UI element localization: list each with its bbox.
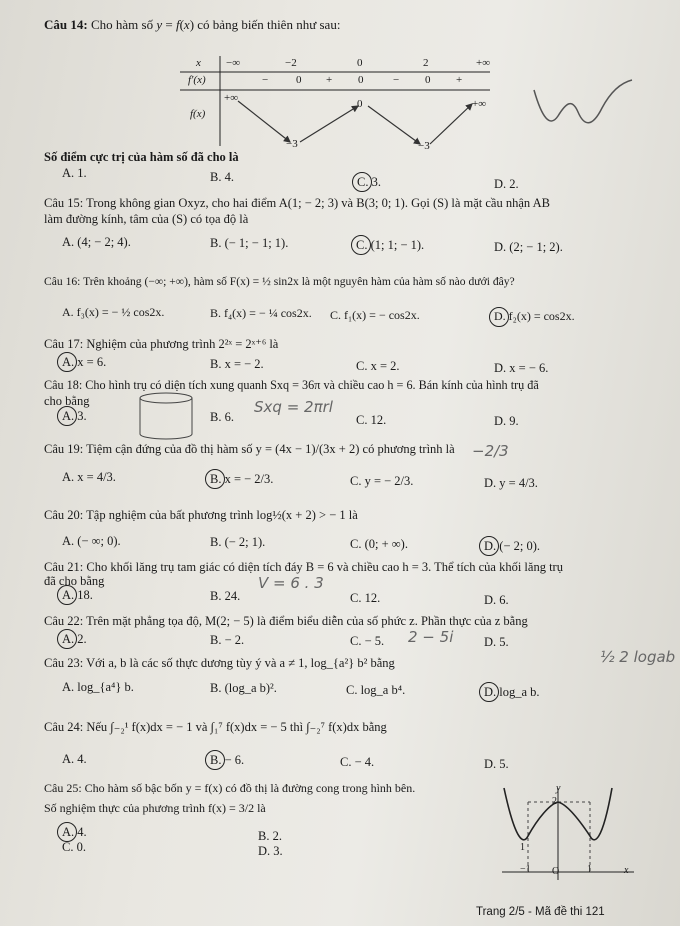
q21-opt-b: B. 24. (210, 589, 241, 603)
answer-circle-q22 (57, 629, 77, 649)
q14-prompt: Số điểm cực trị của hàm số đã cho là (44, 150, 239, 164)
answer-circle-q20 (479, 536, 499, 556)
q23-opt-d: D. log_a b. (484, 685, 540, 699)
vt-x3: 0 (357, 57, 363, 69)
q16-stem: Câu 16: Trên khoảng (−∞; +∞), hàm số F(x) = ½ sin2x là một nguyên hàm của hàm số nào dưới đây? (44, 275, 515, 288)
q19-opt-d: D. y = 4/3. (484, 476, 538, 490)
vt-f: f(x) (190, 108, 206, 120)
handwritten-w-sketch (532, 78, 642, 138)
q18-handwriting: Sxq = 2πrl (254, 398, 333, 416)
vt-fp1: − (262, 74, 269, 86)
vt-fp: f'(x) (188, 74, 206, 86)
q16-opt-a: A. f₃(x) = − ½ cos2x. (62, 305, 165, 319)
answer-circle-q18 (57, 406, 77, 426)
q25-stem: Câu 25: Cho hàm số bậc bốn y = f(x) có đồ thị là đường cong trong hình bên. (44, 781, 416, 795)
answer-circle-q19 (205, 469, 225, 489)
q18-opt-a: A. 3. (62, 409, 87, 423)
q21-opt-d: D. 6. (484, 593, 509, 607)
vt-f1: +∞ (224, 92, 239, 104)
q22-opt-a: A. 2. (62, 632, 87, 646)
q16-opt-b: B. f₄(x) = − ¼ cos2x. (210, 306, 312, 320)
q14-opt-d: D. 2. (494, 177, 519, 191)
q24-opt-a: A. 4. (62, 752, 87, 766)
q22-opt-d: D. 5. (484, 635, 509, 649)
q20-stem: Câu 20: Tập nghiệm của bất phương trình log½(x + 2) > − 1 là (44, 508, 358, 522)
q15-opt-a: A. (4; − 2; 4). (62, 235, 131, 249)
q19-handwriting: −2/3 (472, 442, 509, 460)
q22-handwriting: 2 − 5i (408, 628, 454, 646)
q24-stem: Câu 24: Nếu ∫₋₂¹ f(x)dx = − 1 và ∫₁⁷ f(x)dx = − 5 thì ∫₋₂⁷ f(x)dx bằng (44, 720, 387, 734)
q15-opt-c: C. (1; 1; − 1). (356, 238, 425, 252)
answer-circle-q17 (57, 352, 77, 372)
q25-opt-c: C. 0. (62, 840, 86, 854)
q25-opt-b: B. 2. (258, 829, 282, 843)
q21-opt-c: C. 12. (350, 591, 381, 605)
q21-opt-a: A. 18. (62, 588, 93, 602)
q20-opt-d: D. (− 2; 0). (484, 539, 540, 553)
q18-stem2: cho bằng (44, 394, 90, 408)
graph25-x-tick-1: 1 (587, 864, 592, 875)
q17-opt-a: A. x = 6. (62, 355, 107, 369)
q15-stem: Câu 15: Trong không gian Oxyz, cho hai điểm A(1; − 2; 3) và B(3; 0; 1). Gọi (S) là mặt cầu nhận AB (44, 196, 550, 210)
q22-opt-b: B. − 2. (210, 633, 245, 647)
vt-x4: 2 (423, 57, 429, 69)
q15-opt-d: D. (2; − 1; 2). (494, 240, 563, 254)
q25-opt-a: A. 4. (62, 825, 87, 839)
answer-circle-q15 (351, 235, 371, 255)
graph25-y-label: y (556, 783, 561, 794)
vt-x2: −2 (285, 57, 297, 69)
graph25-x-label: x (624, 865, 629, 876)
vt-f5: +∞ (472, 98, 487, 110)
vt-fp4: 0 (358, 74, 364, 86)
q14-opt-b: B. 4. (210, 170, 234, 184)
graph25-y-tick-1: 1 (520, 842, 525, 853)
q18-opt-b: B. 6. (210, 410, 234, 424)
q14-stem: Câu 14: Cho hàm số y = f(x) có bảng biến thiên như sau: (44, 17, 341, 32)
q20-opt-c: C. (0; + ∞). (350, 537, 408, 551)
cylinder-sketch (138, 392, 198, 442)
q17-opt-b: B. x = − 2. (210, 357, 264, 371)
graph25-x-tick-neg1: −1 (520, 864, 531, 875)
vt-fp5: − (393, 74, 400, 86)
q23-handwriting: ½ 2 logab (600, 648, 676, 666)
vt-x5: +∞ (476, 57, 491, 69)
q16-opt-d: D. f₂(x) = cos2x. (494, 309, 575, 323)
q19-stem: Câu 19: Tiệm cận đứng của đồ thị hàm số y = (4x − 1)/(3x + 2) có phương trình là (44, 442, 455, 456)
answer-circle-q16 (489, 307, 509, 327)
q24-opt-b: B. − 6. (210, 753, 245, 767)
answer-circle-q25 (57, 822, 77, 842)
q15-opt-b: B. (− 1; − 1; 1). (210, 236, 289, 250)
q24-opt-c: C. − 4. (340, 755, 375, 769)
q19-opt-c: C. y = − 2/3. (350, 474, 414, 488)
vt-f4: −3 (418, 140, 430, 152)
vt-f3: 0 (357, 98, 363, 110)
q21-stem: Câu 21: Cho khối lăng trụ tam giác có diện tích đáy B = 6 và chiều cao h = 3. Thể tích của khối lăng trụ (44, 560, 563, 574)
q23-opt-b: B. (log_a b)². (210, 681, 277, 695)
q19-opt-b: B. x = − 2/3. (210, 472, 274, 486)
q22-opt-c: C. − 5. (350, 634, 385, 648)
graph25-y-tick-2: 2 (552, 796, 557, 807)
q17-opt-d: D. x = − 6. (494, 361, 549, 375)
answer-circle-q24 (205, 750, 225, 770)
vt-f2: −3 (286, 138, 298, 150)
answer-circle-q21 (57, 585, 77, 605)
q24-opt-d: D. 5. (484, 757, 509, 771)
q17-opt-c: C. x = 2. (356, 359, 400, 373)
vt-fp7: + (456, 74, 463, 86)
q20-opt-a: A. (− ∞; 0). (62, 534, 121, 548)
answer-circle-q14 (352, 172, 372, 192)
q25-stem2: Số nghiệm thực của phương trình f(x) = 3/2 là (44, 801, 266, 815)
page-footer: Trang 2/5 - Mã đề thi 121 (476, 906, 605, 918)
vt-x1: −∞ (226, 57, 241, 69)
q23-opt-c: C. log_a b⁴. (346, 683, 406, 697)
vt-fp3: + (326, 74, 333, 86)
quartic-graph (494, 784, 644, 884)
answer-circle-q23 (479, 682, 499, 702)
variation-table (180, 56, 500, 156)
q22-stem: Câu 22: Trên mặt phẳng tọa độ, M(2; − 5) là điểm biểu diễn của số phức z. Phần thực của z bằng (44, 614, 528, 628)
vt-x: x (196, 57, 201, 69)
graph25-x-tick-o: O (552, 866, 560, 877)
vt-fp6: 0 (425, 74, 431, 86)
vt-fp2: 0 (296, 74, 302, 86)
q21-stem2: đã cho bằng (44, 574, 105, 588)
q14-opt-a: A. 1. (62, 166, 87, 180)
q23-opt-a: A. log_{a⁴} b. (62, 680, 134, 694)
q17-stem: Câu 17: Nghiệm của phương trình 2²ˣ = 2ˣ⁺⁶ là (44, 337, 279, 351)
q19-opt-a: A. x = 4/3. (62, 470, 116, 484)
q18-opt-d: D. 9. (494, 414, 519, 428)
q23-stem: Câu 23: Với a, b là các số thực dương tùy ý và a ≠ 1, log_{a²} b² bằng (44, 656, 395, 670)
q18-opt-c: C. 12. (356, 413, 387, 427)
q20-opt-b: B. (− 2; 1). (210, 535, 266, 549)
q16-opt-c: C. f₁(x) = − cos2x. (330, 308, 420, 322)
q25-opt-d: D. 3. (258, 844, 283, 858)
q21-handwriting: V = 6 . 3 (258, 574, 324, 592)
q14-opt-c: C. 3. (357, 175, 381, 189)
q15-stem2: làm đường kính, tâm của (S) có tọa độ là (44, 212, 249, 226)
q18-stem: Câu 18: Cho hình trụ có diện tích xung quanh Sxq = 36π và chiều cao h = 6. Bán kính của hình trụ đã (44, 378, 539, 392)
